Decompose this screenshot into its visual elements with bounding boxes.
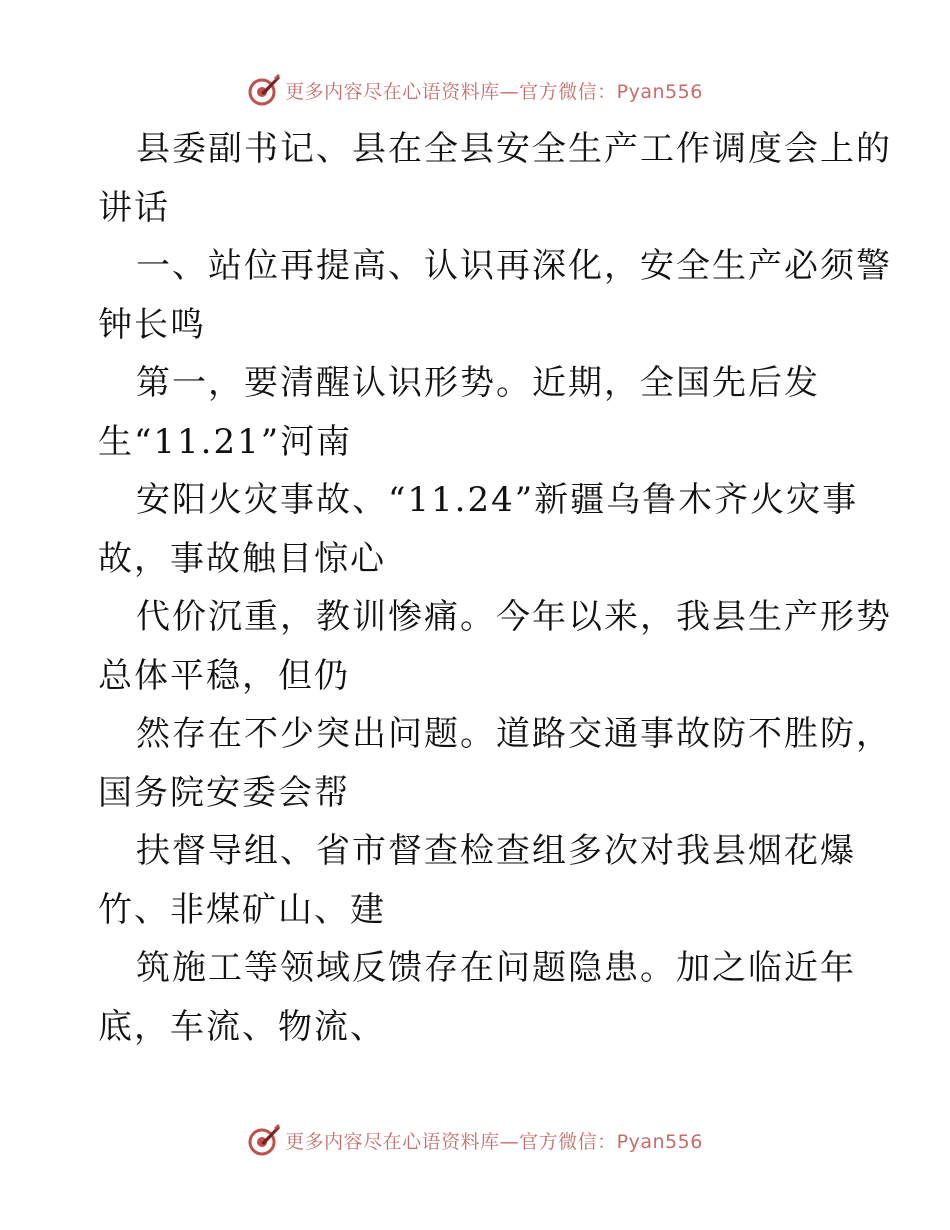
text-line: 故，事故触目惊心 xyxy=(98,538,386,579)
text-line: 然存在不少突出问题。道路交通事故防不胜防， xyxy=(136,714,892,754)
text-line: 竹、非煤矿山、建 xyxy=(98,889,386,930)
text-line: 讲话 xyxy=(98,187,170,228)
text-line: 总体平稳，但仍 xyxy=(98,655,350,696)
text-line: 筑施工等领域反馈存在问题隐患。加之临近年 xyxy=(136,948,856,988)
watermark-text: 更多内容尽在心语资料库—官方微信：Pyan556 xyxy=(285,1130,703,1153)
quill-logo-icon xyxy=(247,73,281,107)
quill-logo-icon xyxy=(247,1123,281,1157)
header-watermark-banner xyxy=(0,70,950,110)
text-line: 扶督导组、省市督查检查组多次对我县烟花爆 xyxy=(136,831,856,871)
wechat-id: Pyan556 xyxy=(616,80,703,103)
text-line: 代价沉重，教训惨痛。今年以来，我县生产形势 xyxy=(136,597,892,637)
text-line: 钟长鸣 xyxy=(98,304,206,345)
wechat-id: Pyan556 xyxy=(616,1130,703,1153)
watermark-text: 更多内容尽在心语资料库—官方微信：Pyan556 xyxy=(285,80,703,103)
document-body xyxy=(98,120,892,1056)
text-line: 国务院安委会帮 xyxy=(98,772,350,813)
text-line: 安阳火灾事故、“11.24”新疆乌鲁木齐火灾事 xyxy=(136,480,859,520)
footer-watermark-banner xyxy=(0,1120,950,1160)
text-line: 第一，要清醒认识形势。近期，全国先后发 xyxy=(136,363,820,403)
text-line: 底，车流、物流、 xyxy=(98,1006,386,1047)
text-line: 县委副书记、县在全县安全生产工作调度会上的 xyxy=(136,129,892,169)
text-line: 生“11.21”河南 xyxy=(98,421,353,462)
text-line: 一、站位再提高、认识再深化，安全生产必须警 xyxy=(136,246,892,286)
